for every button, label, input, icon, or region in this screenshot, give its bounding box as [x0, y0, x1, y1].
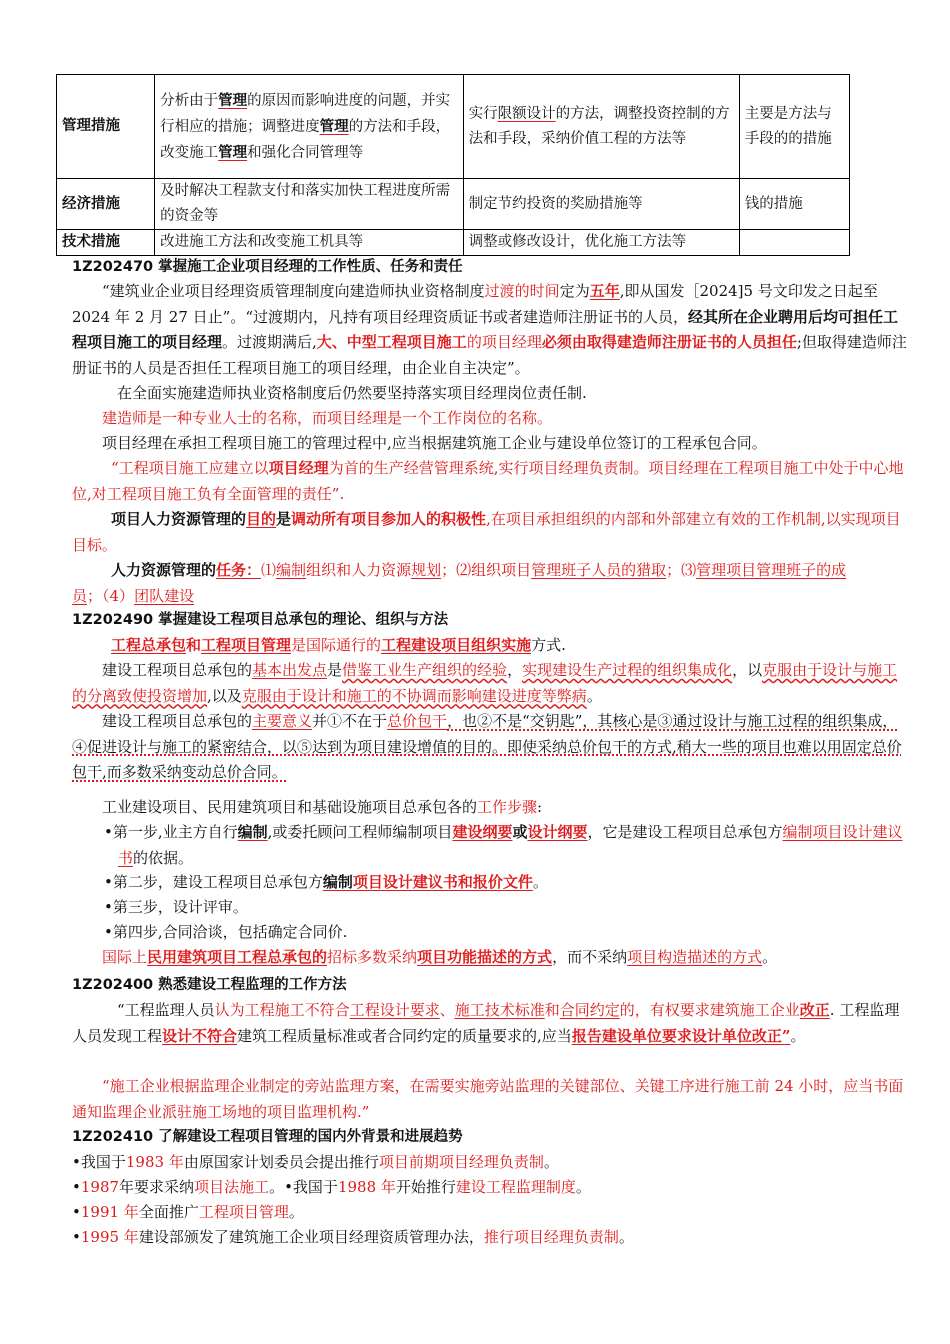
- paragraph: “工程项目施工应建立以项目经理为首的生产经营管理系统,实行项目经理负责制。项目经理在工程项目施工中处于中心地位,对工程项目施工负有全面管理的责任”.: [72, 459, 904, 503]
- paragraph: “工程监理人员认为工程施工不符合工程设计要求、施工技术标准和合同约定的，有权要求建筑施工企业改正. 工程监理人员发现工程设计不符合建筑工程质量标准或者合同约定的质量要求的,应当报告建设单位要求设计单位改正”。: [72, 1001, 900, 1045]
- table-row: [57, 179, 850, 230]
- cell: 调整或修改设计，优化施工方法等: [463, 230, 739, 256]
- section-heading: 1Z202400 熟悉建设工程监理的工作方法: [72, 977, 347, 993]
- cell: 实行限额设计的方法，调整投资控制的方法和手段，采纳价值工程的方法等: [463, 75, 739, 179]
- paragraph: 建设工程项目总承包的主要意义并①不在于总价包干，也②不是“交钥匙”，其核心是③通过设计与施工过程的组织集成，④促进设计与施工的紧密结合，以⑤达到为项目建设增值的目的。即使采纳总价包干的方式,稍大一些的项目也难以用固定总价包干,而多数采纳变动总价合同。: [72, 712, 902, 781]
- table-row: [57, 75, 850, 179]
- paragraph: 项目人力资源管理的目的是调动所有项目参加人的积极性,在项目承担组织的内部和外部建立有效的工作机制,以实现项目目标。: [72, 510, 901, 554]
- cell: 制定节约投资的奖励措施等: [463, 179, 739, 230]
- paragraph: 人力资源管理的任务：⑴编制组织和人力资源规划；⑵组织项目管理班子人员的猎取；⑶管理项目管理班子的成员；（4）团队建设: [72, 561, 847, 605]
- list-item: •第四步,合同洽谈，包括确定合同价.: [104, 923, 348, 941]
- cell: [739, 230, 849, 256]
- list-item: •第一步,业主方自行编制,或委托顾问工程师编制项目建设纲要或设计纲要，它是建设工程项目总承包方编制项目设计建议书的依据。: [104, 823, 903, 867]
- list-item: •第二步，建设工程项目总承包方编制项目设计建议书和报价文件。: [104, 873, 548, 891]
- cell: 改进施工方法和改变施工机具等: [155, 230, 464, 256]
- section-heading: 1Z202470 掌握施工企业项目经理的工作性质、任务和责任: [72, 259, 463, 275]
- row-label: 技术措施: [57, 230, 155, 256]
- list-item: •第三步，设计评审。: [104, 898, 248, 916]
- list-item: •1991 年全面推广工程项目管理。: [72, 1203, 304, 1221]
- paragraph: 项目经理在承担工程项目施工的管理过程中,应当根据建筑施工企业与建设单位签订的工程承包合同。: [102, 434, 767, 452]
- section-heading: 1Z202490 掌握建设工程项目总承包的理论、组织与方法: [72, 612, 449, 628]
- row-label: 管理措施: [57, 75, 155, 179]
- paragraph: 建设工程项目总承包的基本出发点是借鉴工业生产组织的经验，实现建设生产过程的组织集成化，以克服由于设计与施工的分离致使投资增加,以及克服由于设计和施工的不协调而影响建设进度等弊病。: [72, 661, 898, 705]
- row-label: 经济措施: [57, 179, 155, 230]
- section-heading: 1Z202410 了解建设工程项目管理的国内外背景和进展趋势: [72, 1129, 463, 1145]
- paragraph: “建筑业企业项目经理资质管理制度向建造师执业资格制度过渡的时间定为五年,即从国发［2024]5 号文印发之日起至 2024 年 2 月 27 日止”。“过渡期内，凡持有项目经理资质证书或者建造师注册证书的人员，经其所在企业聘用后均可担任工程项目施工的项目经理。过渡期满后,大、中型工程项目施工的项目经理必须由取得建造师注册证书的人员担任;但取得建造师注册证书的人员是否担任工程项目施工的项目经理，由企业自主决定”。: [72, 282, 907, 377]
- measures-table: [56, 74, 850, 256]
- paragraph: 国际上民用建筑项目工程总承包的招标多数采纳项目功能描述的方式，而不采纳项目构造描述的方式。: [102, 948, 778, 966]
- paragraph: 建造师是一种专业人士的名称，而项目经理是一个工作岗位的名称。: [102, 409, 553, 427]
- paragraph: “施工企业根据监理企业制定的旁站监理方案，在需要实施旁站监理的关键部位、关键工序进行施工前 24 小时，应当书面通知监理企业派驻施工场地的项目监理机构.”: [72, 1077, 904, 1121]
- list-item: •我国于1983 年由原国家计划委员会提出推行项目前期项目经理负责制。: [72, 1153, 559, 1171]
- cell: 及时解决工程款支付和落实加快工程进度所需的资金等: [155, 179, 464, 230]
- paragraph: 在全面实施建造师执业资格制度后仍然要坚持落实项目经理岗位责任制.: [117, 384, 587, 402]
- cell: 钱的措施: [739, 179, 849, 230]
- table-row: [57, 230, 850, 256]
- cell: 主要是方法与手段的的措施: [739, 75, 849, 179]
- cell: 分析由于管理的原因而影响进度的问题，并实行相应的措施；调整进度管理的方法和手段，改变施工管理和强化合同管理等: [155, 75, 464, 179]
- paragraph: 工程总承包和工程项目管理是国际通行的工程建设项目组织实施方式.: [111, 636, 566, 654]
- paragraph: 工业建设项目、民用建筑项目和基础设施项目总承包各的工作步骤:: [102, 798, 543, 816]
- list-item: •1987年要求采纳项目法施工。•我国于1988 年开始推行建设工程监理制度。: [72, 1178, 591, 1196]
- list-item: •1995 年建设部颁发了建筑施工企业项目经理资质管理办法，推行项目经理负责制。: [72, 1228, 634, 1246]
